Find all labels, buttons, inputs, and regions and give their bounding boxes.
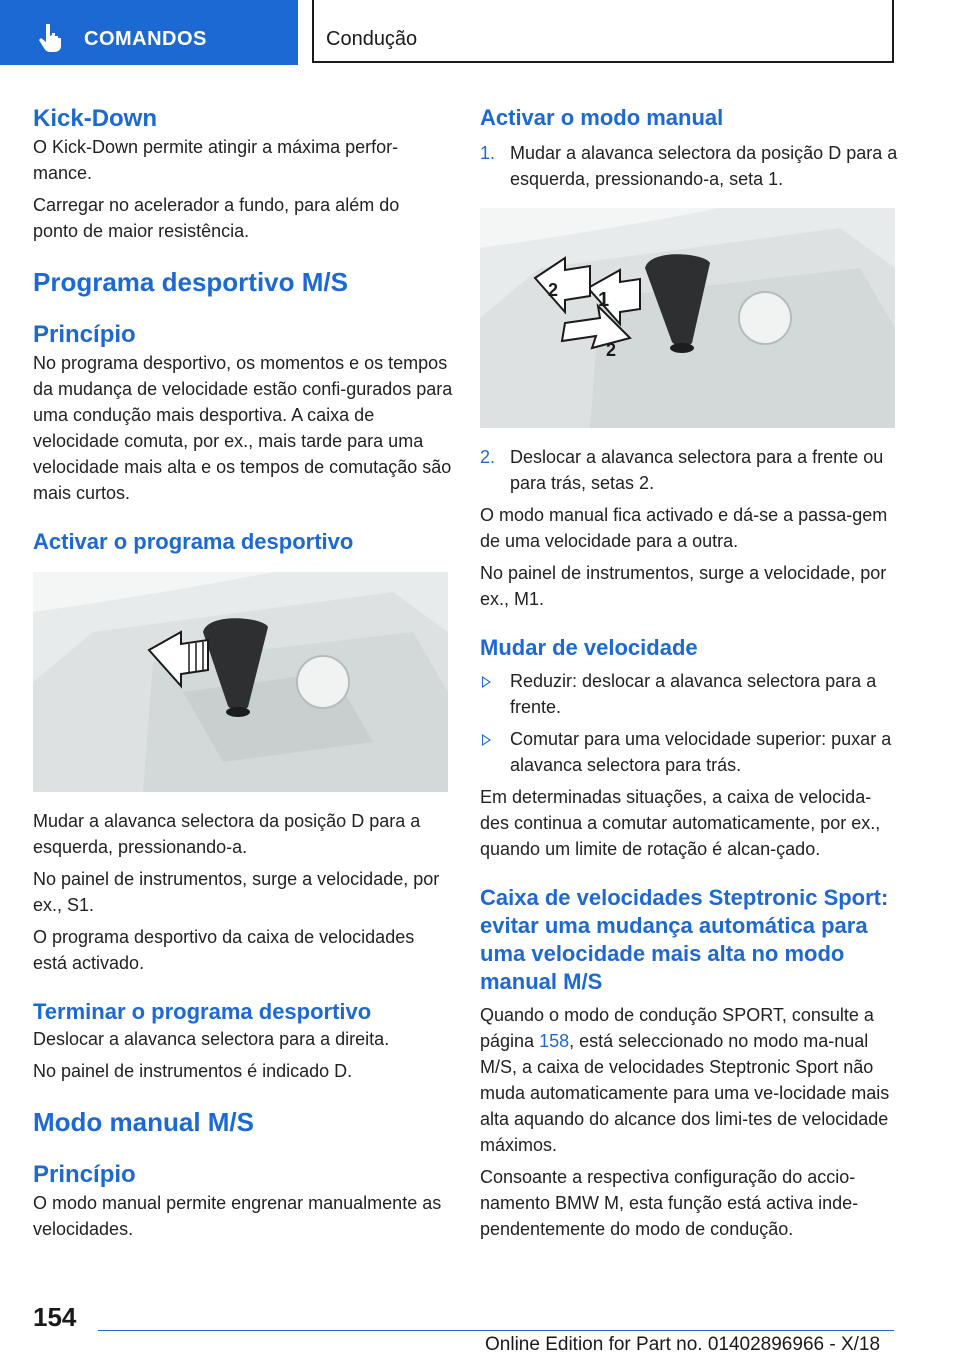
heading-end-sport: Terminar o programa desportivo — [33, 999, 372, 1024]
heading-principle: Princípio — [33, 321, 136, 348]
figure-label-arrow-1: 1 — [598, 289, 610, 311]
heading-manual-principle: Princípio — [33, 1161, 136, 1188]
list-item — [480, 726, 900, 778]
footer-divider — [98, 1330, 894, 1331]
list-item-text: Comutar para uma velocidade superior: puxar a alavanca selectora para trás. — [510, 729, 892, 775]
heading-activate-manual: Activar o modo manual — [480, 105, 724, 130]
chapter-tab[interactable] — [0, 0, 298, 65]
kickdown-paragraph-2: Carregar no acelerador a fundo, para além do ponto de maior resistência. — [33, 195, 400, 241]
gear-selector-figure-manual — [480, 208, 895, 428]
triangle-bullet-icon — [482, 734, 491, 746]
heading-change-gear: Mudar de velocidade — [480, 635, 698, 660]
section-tab-label: Condução — [326, 28, 418, 50]
end-paragraph-1: Deslocar a alavanca selectora para a direita. — [33, 1029, 390, 1049]
list-item-text: Reduzir: deslocar a alavanca selectora para a frente. — [510, 671, 877, 717]
step-text: Deslocar a alavanca selectora para a frente ou para trás, setas 2. — [510, 447, 884, 493]
steptronic-text-a: Quando o modo de condução SPORT, consulte a página — [480, 1005, 874, 1051]
page-reference-link[interactable]: 158 — [539, 1031, 570, 1051]
change-paragraph: Em determinadas situações, a caixa de velocida-des continua a comutar automaticamente, por ex., quando um limite de rotação é alcan-çado. — [480, 787, 881, 859]
heading-manual-mode: Modo manual M/S — [33, 1107, 254, 1137]
kickdown-paragraph-1: O Kick-Down permite atingir a máxima perfor-mance. — [33, 137, 399, 183]
activate-paragraph-1: Mudar a alavanca selectora da posição D para a esquerda, pressionando-a. — [33, 811, 421, 857]
chapter-tab-label: COMANDOS — [84, 28, 207, 50]
steptronic-text-b: , está seleccionado no modo ma-nual M/S, a caixa de velocidades Steptronic Sport não muda automaticamente para uma ve-locidade mais alta aquando do alcance dos limi-tes de velocidade máximos. — [480, 1031, 890, 1155]
activate-paragraph-3: O programa desportivo da caixa de velocidades está activado. — [33, 927, 415, 973]
gear-selector-figure-sport — [33, 572, 448, 792]
heading-sport-program: Programa desportivo M/S — [33, 267, 348, 297]
footer-edition: Online Edition for Part no. 01402896966 - X/18 — [485, 1334, 881, 1355]
right-column — [480, 100, 900, 1242]
manual-principle-paragraph: O modo manual permite engrenar manualmente as velocidades. — [33, 1193, 442, 1239]
figure-label-arrow-2-left: 2 — [548, 280, 559, 300]
step-text: Mudar a alavanca selectora da posição D para a esquerda, pressionando-a, seta 1. — [510, 143, 898, 189]
activate-paragraph-2: No painel de instrumentos, surge a velocidade, por ex., S1. — [33, 869, 440, 915]
step-item-1 — [480, 140, 900, 192]
step-number: 2. — [480, 447, 496, 467]
heading-steptronic: Caixa de velocidades Steptronic Sport: evitar uma mudança automática para uma velocidade mais alta no modo manual M/S — [480, 885, 889, 994]
step-number: 1. — [480, 143, 496, 163]
triangle-bullet-icon — [482, 676, 491, 688]
left-column — [33, 100, 453, 1242]
section-tab — [312, 0, 894, 63]
hand-pointer-icon — [38, 22, 64, 52]
heading-kickdown: Kick-Down — [33, 105, 158, 132]
heading-activate-sport: Activar o programa desportivo — [33, 529, 354, 554]
manual-paragraph-2: No painel de instrumentos, surge a velocidade, por ex., M1. — [480, 563, 887, 609]
steptronic-paragraph-2: Consoante a respectiva configuração do accio-namento BMW M, esta função está activa inde-pendentemente do modo de condução. — [480, 1167, 859, 1239]
manual-paragraph-1: O modo manual fica activado e dá-se a passa-gem de uma velocidade para a outra. — [480, 505, 888, 551]
principle-paragraph: No programa desportivo, os momentos e os tempos da mudança de velocidade estão confi-gurados para uma condução mais desportiva. A caixa de velocidade comuta, por ex., mais tarde para uma velocidade mais alta e os tempos de comutação são mais curtos. — [33, 353, 453, 503]
page-number: 154 — [33, 1302, 77, 1332]
figure-label-arrow-2-down: 2 — [606, 340, 617, 360]
end-paragraph-2: No painel de instrumentos é indicado D. — [33, 1061, 353, 1081]
step-item-2 — [480, 444, 900, 496]
list-item — [480, 668, 900, 720]
steptronic-paragraph-1 — [480, 1002, 900, 1158]
